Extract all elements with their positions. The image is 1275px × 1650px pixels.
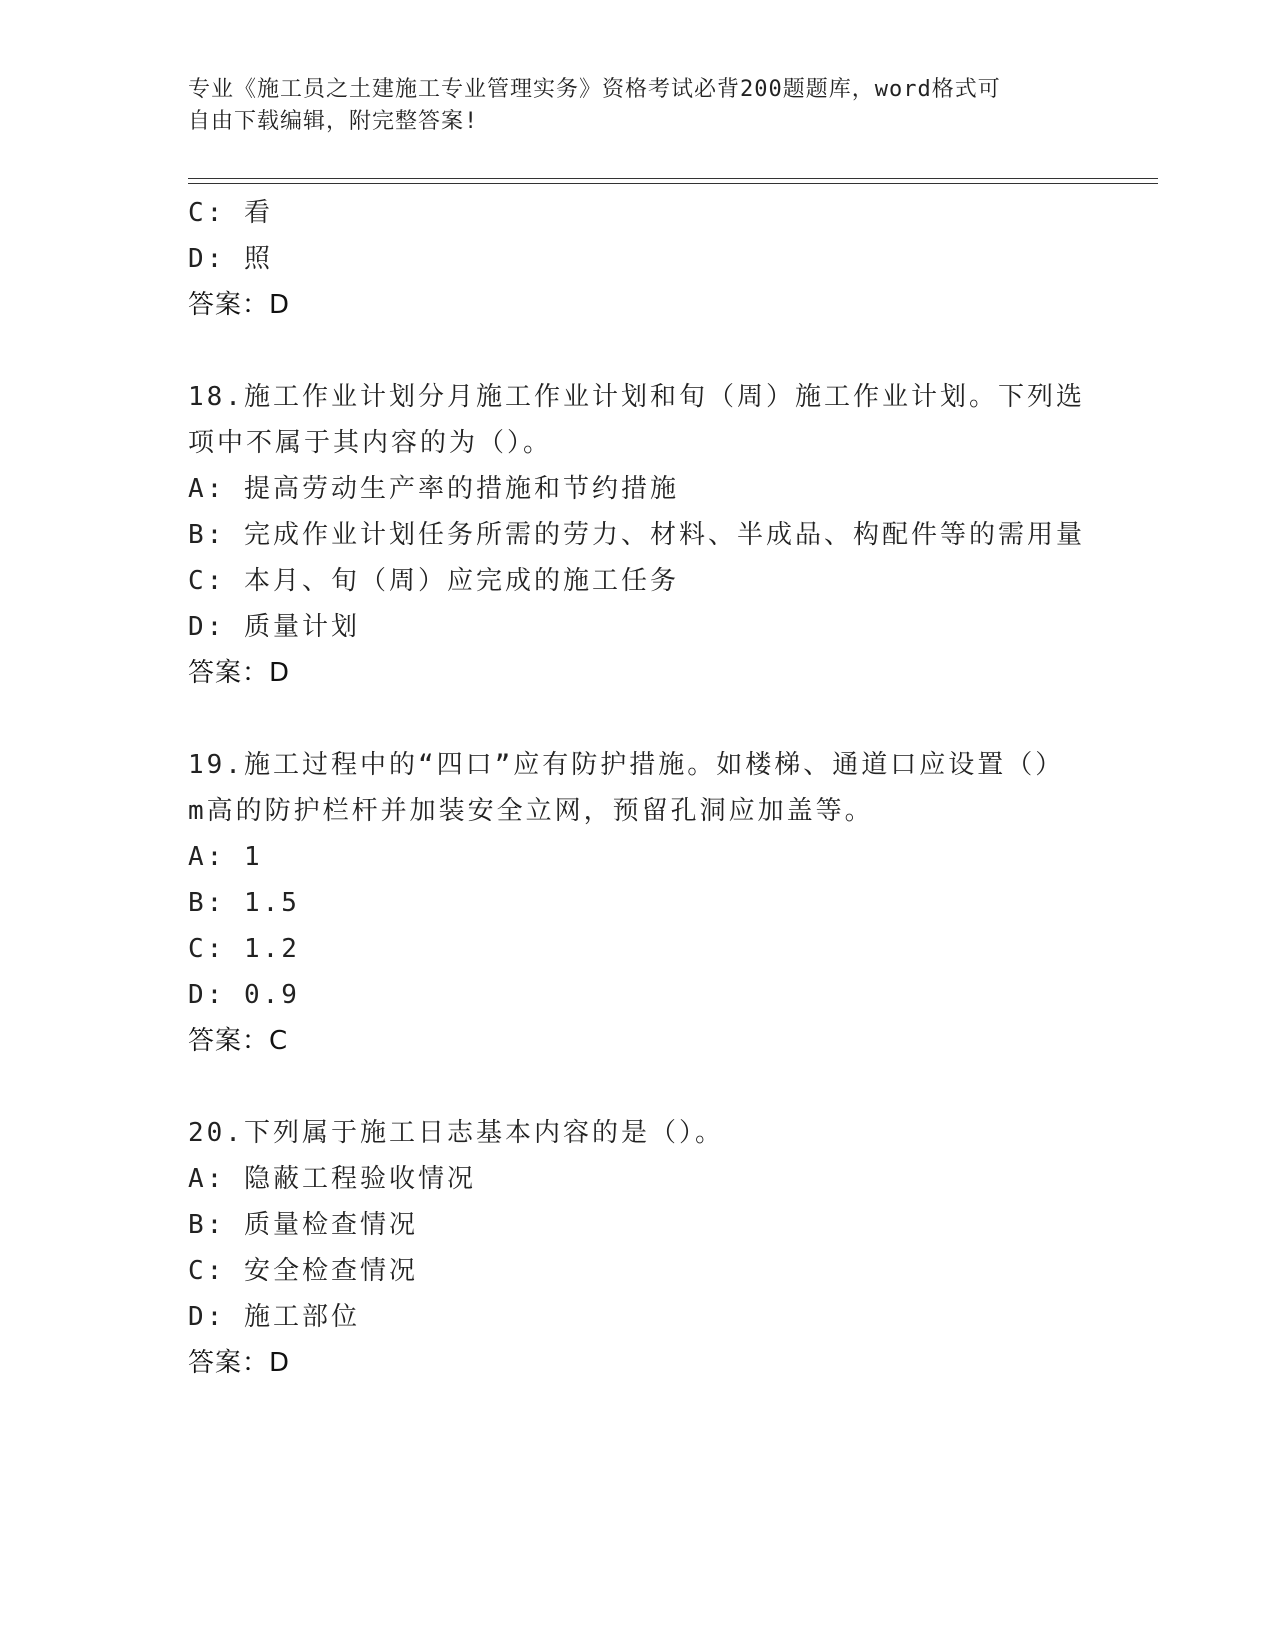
question-17-tail <box>188 190 1088 328</box>
spacer <box>188 1064 1088 1110</box>
spacer <box>188 328 1088 374</box>
answer-line: 答案：D <box>188 658 291 688</box>
answer-line: 答案：D <box>188 1348 291 1378</box>
header-divider-top <box>188 178 1158 179</box>
option-b: B: 1.5 <box>188 888 300 918</box>
question-18 <box>188 374 1088 696</box>
answer-line: 答案：D <box>188 290 291 320</box>
header-divider-bottom <box>188 183 1158 184</box>
option-c: C: 安全检查情况 <box>188 1256 418 1286</box>
question-stem: 18.施工作业计划分月施工作业计划和旬（周）施工作业计划。下列选 <box>188 382 1085 412</box>
question-stem-cont: 项中不属于其内容的为（）。 <box>188 428 553 458</box>
option-a: A: 提高劳动生产率的措施和节约措施 <box>188 474 679 504</box>
option-d: D: 0.9 <box>188 980 300 1010</box>
header-line-2: 自由下载编辑，附完整答案! <box>188 109 479 134</box>
answer-line: 答案：C <box>188 1026 289 1056</box>
spacer <box>188 696 1088 742</box>
question-stem: 20.下列属于施工日志基本内容的是（）。 <box>188 1118 724 1148</box>
option-d: D: 照 <box>188 244 273 274</box>
option-d: D: 施工部位 <box>188 1302 360 1332</box>
option-b: B: 质量检查情况 <box>188 1210 418 1240</box>
question-stem-cont: m高的防护栏杆并加装安全立网，预留孔洞应加盖等。 <box>188 796 874 826</box>
question-19 <box>188 742 1088 1064</box>
page-header <box>188 74 1088 138</box>
question-20 <box>188 1110 1088 1386</box>
question-list <box>188 190 1088 1386</box>
option-d: D: 质量计划 <box>188 612 360 642</box>
option-c: C: 看 <box>188 198 273 228</box>
header-line-1: 专业《施工员之土建施工专业管理实务》资格考试必背200题题库，word格式可 <box>188 77 1001 102</box>
option-a: A: 隐蔽工程验收情况 <box>188 1164 476 1194</box>
option-c: C: 本月、旬（周）应完成的施工任务 <box>188 566 679 596</box>
option-c: C: 1.2 <box>188 934 300 964</box>
question-stem: 19.施工过程中的“四口”应有防护措施。如楼梯、通道口应设置（） <box>188 750 1065 780</box>
option-a: A: 1 <box>188 842 263 872</box>
option-b: B: 完成作业计划任务所需的劳力、材料、半成品、构配件等的需用量 <box>188 520 1085 550</box>
